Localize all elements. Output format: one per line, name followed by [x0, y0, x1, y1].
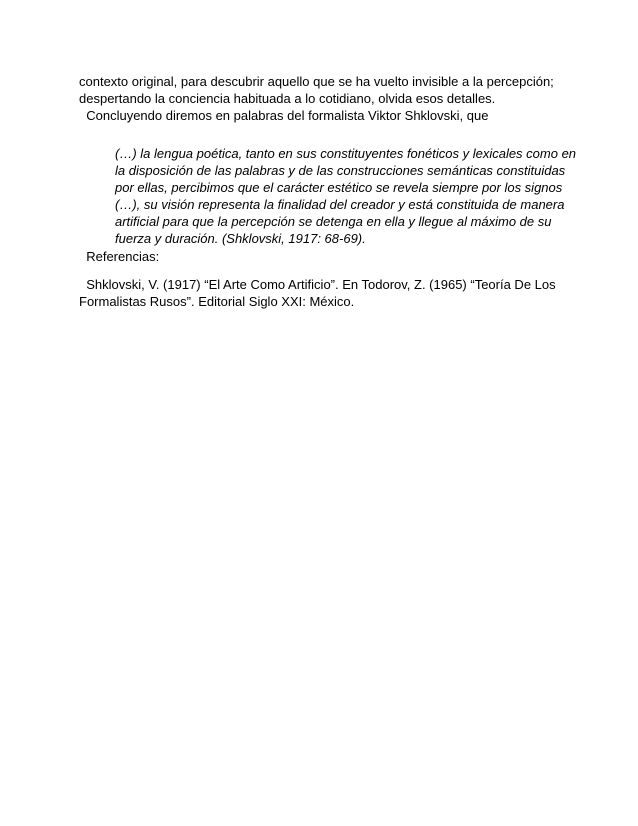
reference-line: Shklovski, V. (1917) “El Arte Como Artificio”. En Todorov, Z. (1965) “Teoría De Los — [79, 277, 556, 292]
quote-line: (…) la lengua poética, tanto en sus constituyentes fonéticos y lexicales como en — [115, 146, 577, 161]
quote-line: (…), su visión representa la finalidad del creador y está constituida de manera — [115, 197, 565, 212]
references-heading-text: Referencias: — [79, 249, 160, 264]
quote-line: artificial para que la percepción se detenga en ella y llegue al máximo de su — [115, 214, 552, 229]
paragraph-line: despertando la conciencia habituada a lo cotidiano, olvida esos detalles. — [79, 91, 496, 106]
paragraph-intro-quote — [79, 107, 579, 124]
quote-line: la disposición de las palabras y de las construcciones semánticas constituidas — [115, 163, 566, 178]
paragraph-line: contexto original, para descubrir aquello que se ha vuelto invisible a la percepción; — [79, 74, 554, 89]
quote-line: por ellas, percibimos que el carácter estético se revela siempre por los signos — [115, 180, 563, 195]
reference-line: Formalistas Rusos”. Editorial Siglo XXI: México. — [79, 294, 355, 309]
reference-entry — [79, 276, 579, 310]
paragraph-continuation — [79, 73, 579, 107]
paragraph-line: Concluyendo diremos en palabras del formalista Viktor Shklovski, que — [79, 108, 489, 123]
block-quote — [115, 145, 575, 247]
quote-line: fuerza y duración. (Shklovski, 1917: 68-69). — [115, 231, 366, 246]
references-heading — [79, 248, 579, 265]
